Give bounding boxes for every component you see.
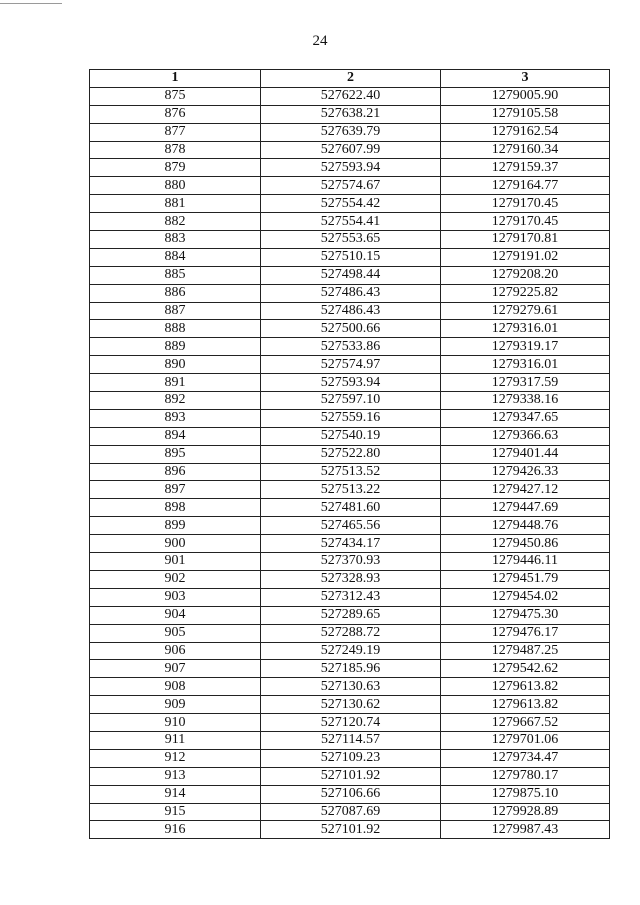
cell-x-coordinate: 527114.57 xyxy=(261,731,441,749)
table-row xyxy=(90,517,610,535)
cell-y-coordinate: 1279319.17 xyxy=(441,338,610,356)
table-row xyxy=(90,338,610,356)
cell-x-coordinate: 527593.94 xyxy=(261,374,441,392)
cell-point-number: 881 xyxy=(90,195,261,213)
table-body xyxy=(90,87,610,838)
cell-x-coordinate: 527130.62 xyxy=(261,696,441,714)
table-row xyxy=(90,159,610,177)
cell-point-number: 908 xyxy=(90,678,261,696)
cell-y-coordinate: 1279446.11 xyxy=(441,553,610,571)
cell-x-coordinate: 527249.19 xyxy=(261,642,441,660)
cell-point-number: 896 xyxy=(90,463,261,481)
cell-x-coordinate: 527510.15 xyxy=(261,248,441,266)
table-row xyxy=(90,642,610,660)
cell-point-number: 875 xyxy=(90,87,261,105)
cell-point-number: 898 xyxy=(90,499,261,517)
cell-y-coordinate: 1279667.52 xyxy=(441,714,610,732)
table-row xyxy=(90,248,610,266)
cell-y-coordinate: 1279401.44 xyxy=(441,445,610,463)
cell-x-coordinate: 527597.10 xyxy=(261,392,441,410)
cell-point-number: 909 xyxy=(90,696,261,714)
cell-x-coordinate: 527130.63 xyxy=(261,678,441,696)
cell-x-coordinate: 527513.52 xyxy=(261,463,441,481)
table-row xyxy=(90,177,610,195)
cell-y-coordinate: 1279162.54 xyxy=(441,123,610,141)
cell-point-number: 899 xyxy=(90,517,261,535)
cell-y-coordinate: 1279317.59 xyxy=(441,374,610,392)
cell-x-coordinate: 527109.23 xyxy=(261,749,441,767)
cell-x-coordinate: 527101.92 xyxy=(261,821,441,839)
column-header-x: 2 xyxy=(261,70,441,88)
cell-point-number: 887 xyxy=(90,302,261,320)
cell-point-number: 890 xyxy=(90,356,261,374)
cell-point-number: 906 xyxy=(90,642,261,660)
table-row xyxy=(90,570,610,588)
cell-y-coordinate: 1279366.63 xyxy=(441,427,610,445)
cell-y-coordinate: 1279338.16 xyxy=(441,392,610,410)
cell-point-number: 914 xyxy=(90,785,261,803)
cell-x-coordinate: 527574.67 xyxy=(261,177,441,195)
cell-point-number: 897 xyxy=(90,481,261,499)
table-row xyxy=(90,624,610,642)
table-row xyxy=(90,427,610,445)
cell-x-coordinate: 527120.74 xyxy=(261,714,441,732)
cell-y-coordinate: 1279170.45 xyxy=(441,195,610,213)
cell-point-number: 888 xyxy=(90,320,261,338)
page-number: 24 xyxy=(312,33,328,49)
cell-point-number: 907 xyxy=(90,660,261,678)
cell-y-coordinate: 1279454.02 xyxy=(441,588,610,606)
cell-y-coordinate: 1279875.10 xyxy=(441,785,610,803)
cell-y-coordinate: 1279475.30 xyxy=(441,606,610,624)
cell-y-coordinate: 1279225.82 xyxy=(441,284,610,302)
coordinates-table xyxy=(89,69,610,839)
cell-y-coordinate: 1279105.58 xyxy=(441,105,610,123)
cell-y-coordinate: 1279005.90 xyxy=(441,87,610,105)
table-row xyxy=(90,463,610,481)
table-row xyxy=(90,105,610,123)
cell-y-coordinate: 1279447.69 xyxy=(441,499,610,517)
table-row xyxy=(90,767,610,785)
column-header-point-number: 1 xyxy=(90,70,261,88)
cell-y-coordinate: 1279780.17 xyxy=(441,767,610,785)
cell-x-coordinate: 527554.42 xyxy=(261,195,441,213)
table-row xyxy=(90,499,610,517)
cell-x-coordinate: 527289.65 xyxy=(261,606,441,624)
table-row xyxy=(90,678,610,696)
cell-point-number: 884 xyxy=(90,248,261,266)
table-row xyxy=(90,821,610,839)
cell-x-coordinate: 527638.21 xyxy=(261,105,441,123)
table-row xyxy=(90,696,610,714)
cell-point-number: 878 xyxy=(90,141,261,159)
cell-point-number: 877 xyxy=(90,123,261,141)
table-row xyxy=(90,356,610,374)
table-row xyxy=(90,213,610,231)
cell-point-number: 891 xyxy=(90,374,261,392)
cell-y-coordinate: 1279613.82 xyxy=(441,678,610,696)
cell-x-coordinate: 527593.94 xyxy=(261,159,441,177)
cell-x-coordinate: 527486.43 xyxy=(261,302,441,320)
table-row xyxy=(90,731,610,749)
cell-point-number: 880 xyxy=(90,177,261,195)
cell-point-number: 876 xyxy=(90,105,261,123)
cell-y-coordinate: 1279487.25 xyxy=(441,642,610,660)
table-row xyxy=(90,284,610,302)
cell-x-coordinate: 527312.43 xyxy=(261,588,441,606)
scan-edge-line xyxy=(0,3,62,4)
cell-x-coordinate: 527185.96 xyxy=(261,660,441,678)
cell-point-number: 903 xyxy=(90,588,261,606)
cell-x-coordinate: 527607.99 xyxy=(261,141,441,159)
cell-y-coordinate: 1279170.81 xyxy=(441,231,610,249)
cell-x-coordinate: 527500.66 xyxy=(261,320,441,338)
cell-y-coordinate: 1279316.01 xyxy=(441,356,610,374)
table-row xyxy=(90,266,610,284)
cell-y-coordinate: 1279316.01 xyxy=(441,320,610,338)
cell-y-coordinate: 1279164.77 xyxy=(441,177,610,195)
table-row xyxy=(90,445,610,463)
cell-point-number: 893 xyxy=(90,409,261,427)
cell-y-coordinate: 1279701.06 xyxy=(441,731,610,749)
cell-y-coordinate: 1279191.02 xyxy=(441,248,610,266)
table-row xyxy=(90,660,610,678)
cell-point-number: 911 xyxy=(90,731,261,749)
table-row xyxy=(90,302,610,320)
cell-y-coordinate: 1279160.34 xyxy=(441,141,610,159)
table-row xyxy=(90,481,610,499)
cell-x-coordinate: 527486.43 xyxy=(261,284,441,302)
cell-point-number: 892 xyxy=(90,392,261,410)
cell-y-coordinate: 1279347.65 xyxy=(441,409,610,427)
cell-y-coordinate: 1279987.43 xyxy=(441,821,610,839)
table-row xyxy=(90,123,610,141)
cell-x-coordinate: 527328.93 xyxy=(261,570,441,588)
cell-point-number: 885 xyxy=(90,266,261,284)
cell-x-coordinate: 527370.93 xyxy=(261,553,441,571)
cell-point-number: 905 xyxy=(90,624,261,642)
cell-point-number: 916 xyxy=(90,821,261,839)
table-row xyxy=(90,409,610,427)
cell-y-coordinate: 1279427.12 xyxy=(441,481,610,499)
cell-y-coordinate: 1279476.17 xyxy=(441,624,610,642)
cell-x-coordinate: 527434.17 xyxy=(261,535,441,553)
cell-point-number: 889 xyxy=(90,338,261,356)
cell-y-coordinate: 1279279.61 xyxy=(441,302,610,320)
cell-point-number: 915 xyxy=(90,803,261,821)
table-row xyxy=(90,553,610,571)
table-row xyxy=(90,606,610,624)
table-row xyxy=(90,320,610,338)
cell-y-coordinate: 1279451.79 xyxy=(441,570,610,588)
cell-x-coordinate: 527574.97 xyxy=(261,356,441,374)
cell-point-number: 902 xyxy=(90,570,261,588)
cell-x-coordinate: 527465.56 xyxy=(261,517,441,535)
cell-point-number: 894 xyxy=(90,427,261,445)
table-row xyxy=(90,785,610,803)
table-row xyxy=(90,195,610,213)
cell-y-coordinate: 1279450.86 xyxy=(441,535,610,553)
table-row xyxy=(90,749,610,767)
cell-x-coordinate: 527533.86 xyxy=(261,338,441,356)
cell-y-coordinate: 1279928.89 xyxy=(441,803,610,821)
cell-x-coordinate: 527554.41 xyxy=(261,213,441,231)
cell-point-number: 886 xyxy=(90,284,261,302)
table-row xyxy=(90,588,610,606)
cell-x-coordinate: 527101.92 xyxy=(261,767,441,785)
table-header-row xyxy=(90,70,610,88)
table-row xyxy=(90,87,610,105)
cell-point-number: 913 xyxy=(90,767,261,785)
cell-y-coordinate: 1279159.37 xyxy=(441,159,610,177)
cell-y-coordinate: 1279448.76 xyxy=(441,517,610,535)
table-row xyxy=(90,141,610,159)
cell-x-coordinate: 527540.19 xyxy=(261,427,441,445)
cell-point-number: 912 xyxy=(90,749,261,767)
cell-x-coordinate: 527559.16 xyxy=(261,409,441,427)
cell-y-coordinate: 1279542.62 xyxy=(441,660,610,678)
cell-x-coordinate: 527513.22 xyxy=(261,481,441,499)
cell-point-number: 904 xyxy=(90,606,261,624)
cell-x-coordinate: 527553.65 xyxy=(261,231,441,249)
column-header-y: 3 xyxy=(441,70,610,88)
table-row xyxy=(90,535,610,553)
table-row xyxy=(90,803,610,821)
cell-point-number: 883 xyxy=(90,231,261,249)
table-row xyxy=(90,374,610,392)
cell-y-coordinate: 1279170.45 xyxy=(441,213,610,231)
cell-y-coordinate: 1279426.33 xyxy=(441,463,610,481)
table-row xyxy=(90,392,610,410)
cell-x-coordinate: 527498.44 xyxy=(261,266,441,284)
cell-point-number: 901 xyxy=(90,553,261,571)
cell-x-coordinate: 527639.79 xyxy=(261,123,441,141)
cell-y-coordinate: 1279734.47 xyxy=(441,749,610,767)
cell-point-number: 882 xyxy=(90,213,261,231)
cell-x-coordinate: 527288.72 xyxy=(261,624,441,642)
cell-x-coordinate: 527087.69 xyxy=(261,803,441,821)
cell-x-coordinate: 527522.80 xyxy=(261,445,441,463)
cell-x-coordinate: 527106.66 xyxy=(261,785,441,803)
cell-point-number: 900 xyxy=(90,535,261,553)
table-row xyxy=(90,714,610,732)
cell-y-coordinate: 1279613.82 xyxy=(441,696,610,714)
cell-point-number: 910 xyxy=(90,714,261,732)
cell-y-coordinate: 1279208.20 xyxy=(441,266,610,284)
cell-x-coordinate: 527481.60 xyxy=(261,499,441,517)
cell-point-number: 879 xyxy=(90,159,261,177)
cell-point-number: 895 xyxy=(90,445,261,463)
table-row xyxy=(90,231,610,249)
cell-x-coordinate: 527622.40 xyxy=(261,87,441,105)
